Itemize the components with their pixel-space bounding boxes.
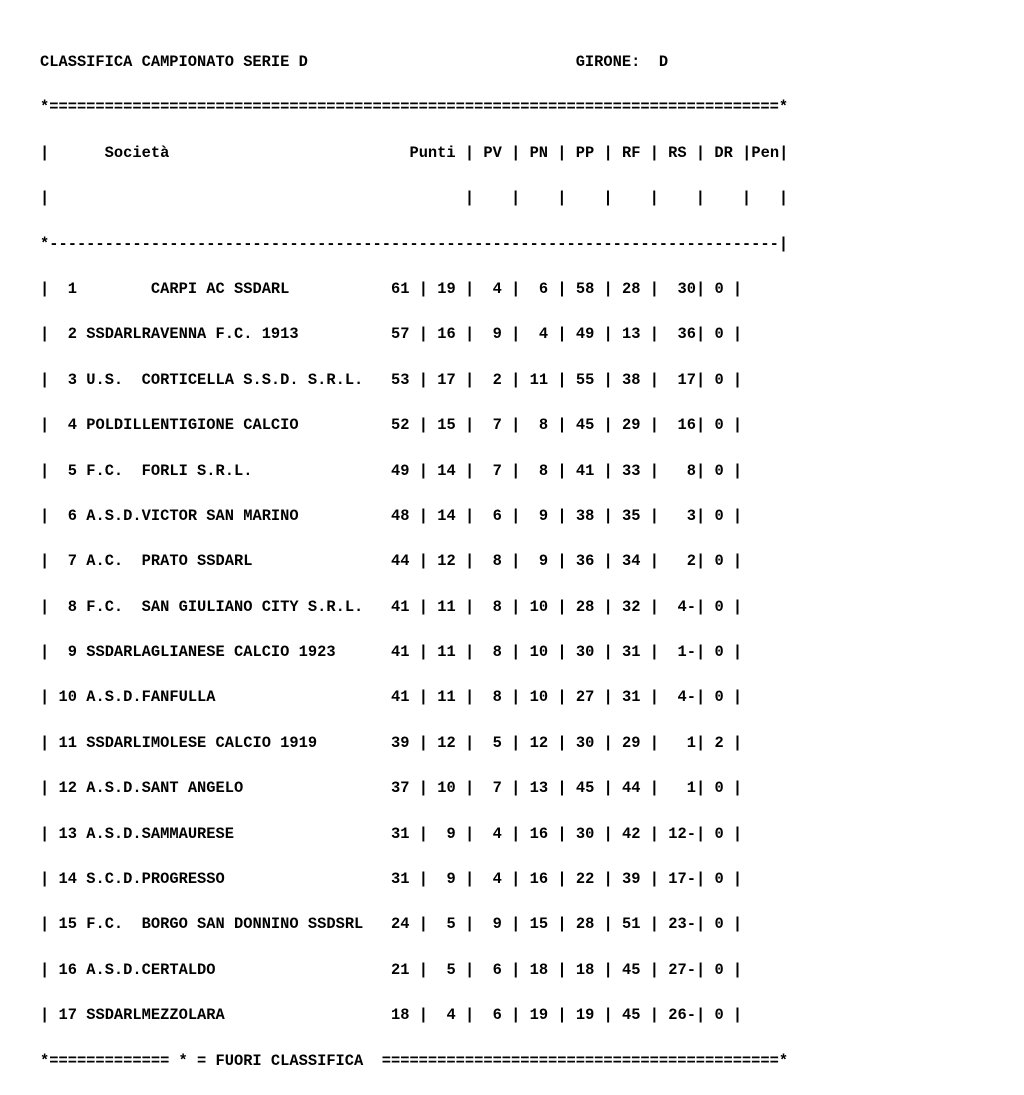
- group-value: D: [658, 53, 669, 71]
- row-pv: 15: [437, 416, 456, 435]
- row-pn: 5: [483, 733, 502, 752]
- row-punti: 24: [381, 915, 410, 934]
- table-row: | 2 SSDARLRAVENNA F.C. 1913 57 | 16 | 9 | 4 | 49 | 13 | 36| 0 |: [40, 325, 743, 344]
- row-position: 6: [58, 506, 77, 525]
- row-team: F.C. SAN GIULIANO CITY S.R.L.: [86, 597, 364, 616]
- row-pn: 2: [483, 370, 502, 389]
- row-punti: 53: [381, 370, 410, 389]
- header-societa: Società: [104, 143, 170, 162]
- row-pen: 0: [714, 325, 724, 344]
- row-team: POLDILLENTIGIONE CALCIO: [86, 416, 364, 435]
- row-rf: 28: [575, 597, 595, 616]
- group-label: GIRONE:: [575, 53, 641, 71]
- table-row: | 16 A.S.D.CERTALDO 21 | 5 | 6 | 18 | 18 | 45 | 27-| 0 |: [40, 960, 743, 979]
- row-pn: 8: [483, 688, 502, 707]
- row-dr: 26-: [668, 1006, 696, 1025]
- row-punti: 52: [381, 416, 410, 435]
- row-pen: 0: [714, 552, 724, 571]
- row-rs: 38: [622, 370, 641, 389]
- row-team: F.C. FORLI S.R.L.: [86, 461, 364, 480]
- row-pv: 5: [437, 960, 456, 979]
- row-dr: 1: [668, 733, 696, 752]
- row-pp: 18: [529, 960, 549, 979]
- row-pen: 0: [714, 779, 724, 798]
- row-pv: 9: [437, 870, 456, 889]
- row-team: CARPI AC SSDARL: [86, 279, 364, 298]
- row-team: SSDARLIMOLESE CALCIO 1919: [86, 733, 364, 752]
- row-dr: 3: [668, 506, 696, 525]
- row-position: 1: [58, 279, 77, 298]
- row-position: 15: [58, 915, 77, 934]
- row-position: 8: [58, 597, 77, 616]
- row-punti: 41: [381, 688, 410, 707]
- row-pen: 0: [714, 597, 724, 616]
- row-dr: 30: [668, 279, 696, 298]
- header-pen: Pen: [751, 143, 780, 162]
- row-pn: 4: [483, 824, 502, 843]
- row-team: A.C. PRATO SSDARL: [86, 552, 364, 571]
- row-pen: 0: [714, 870, 724, 889]
- row-pp: 16: [529, 870, 549, 889]
- row-team: SSDARLMEZZOLARA: [86, 1006, 364, 1025]
- row-pn: 8: [483, 643, 502, 662]
- row-punti: 39: [381, 733, 410, 752]
- table-row: | 10 A.S.D.FANFULLA 41 | 11 | 8 | 10 | 27 | 31 | 4-| 0 |: [40, 688, 743, 707]
- row-pen: 0: [714, 1006, 724, 1025]
- standings-report: [40, 51, 788, 1095]
- row-position: 10: [58, 688, 77, 707]
- row-rf: 45: [575, 779, 595, 798]
- row-rs: 44: [622, 779, 641, 798]
- table-row: | 13 A.S.D.SAMMAURESE 31 | 9 | 4 | 16 | 30 | 42 | 12-| 0 |: [40, 824, 743, 843]
- row-rs: 45: [622, 960, 641, 979]
- row-pen: 0: [714, 915, 724, 934]
- row-pp: 9: [529, 506, 549, 525]
- row-rs: 31: [622, 643, 641, 662]
- row-rs: 29: [622, 733, 641, 752]
- row-pv: 4: [437, 1006, 456, 1025]
- header-pp: PP: [575, 143, 595, 162]
- row-rf: 19: [575, 1006, 595, 1025]
- row-punti: 21: [381, 960, 410, 979]
- row-rf: 41: [575, 461, 595, 480]
- table-row: | 9 SSDARLAGLIANESE CALCIO 1923 41 | 11 | 8 | 10 | 30 | 31 | 1-| 0 |: [40, 643, 743, 662]
- row-pen: 0: [714, 688, 724, 707]
- row-punti: 61: [381, 279, 410, 298]
- row-rf: 22: [575, 870, 595, 889]
- row-pv: 14: [437, 461, 456, 480]
- row-position: 2: [58, 325, 77, 344]
- table-row: | 7 A.C. PRATO SSDARL 44 | 12 | 8 | 9 | 36 | 34 | 2| 0 |: [40, 552, 743, 571]
- row-rs: 32: [622, 597, 641, 616]
- row-pv: 16: [437, 325, 456, 344]
- row-dr: 17-: [668, 870, 696, 889]
- row-punti: 41: [381, 597, 410, 616]
- row-pv: 12: [437, 733, 456, 752]
- table-row: | 8 F.C. SAN GIULIANO CITY S.R.L. 41 | 11 | 8 | 10 | 28 | 32 | 4-| 0 |: [40, 597, 743, 616]
- row-dr: 1: [668, 779, 696, 798]
- row-pen: 2: [714, 733, 724, 752]
- header-rs: RS: [668, 143, 687, 162]
- row-dr: 23-: [668, 915, 696, 934]
- row-rf: 30: [575, 643, 595, 662]
- report-title: CLASSIFICA CAMPIONATO SERIE D: [40, 53, 308, 71]
- row-pen: 0: [714, 643, 724, 662]
- header-spacer: | | | | | | | | |: [40, 189, 789, 208]
- row-dr: 36: [668, 325, 696, 344]
- row-position: 9: [58, 643, 77, 662]
- row-pv: 14: [437, 506, 456, 525]
- row-pen: 0: [714, 824, 724, 843]
- row-team: A.S.D.CERTALDO: [86, 960, 364, 979]
- header-dr: DR: [714, 143, 733, 162]
- header-punti: Punti: [409, 143, 456, 162]
- table-header: | Società Punti | PV | PN | PP | RF | RS | DR |Pen|: [40, 143, 789, 162]
- row-dr: 12-: [668, 824, 696, 843]
- row-pn: 7: [483, 416, 502, 435]
- row-rf: 30: [575, 824, 595, 843]
- row-rf: 30: [575, 733, 595, 752]
- header-rf: RF: [621, 143, 641, 162]
- row-rf: 58: [575, 279, 595, 298]
- row-rf: 27: [575, 688, 595, 707]
- row-rf: 36: [575, 552, 595, 571]
- row-punti: 37: [381, 779, 410, 798]
- table-row: | 3 U.S. CORTICELLA S.S.D. S.R.L. 53 | 17 | 2 | 11 | 55 | 38 | 17| 0 |: [40, 370, 743, 389]
- row-pp: 15: [529, 915, 549, 934]
- row-dr: 4-: [668, 597, 696, 616]
- row-team: A.S.D.VICTOR SAN MARINO: [86, 506, 364, 525]
- row-rf: 45: [575, 416, 595, 435]
- row-pv: 17: [437, 370, 456, 389]
- top-border: *===============================================================================*: [40, 98, 789, 117]
- row-pn: 7: [483, 461, 502, 480]
- row-rs: 31: [622, 688, 641, 707]
- row-dr: 27-: [668, 960, 696, 979]
- row-position: 13: [58, 824, 77, 843]
- row-pen: 0: [714, 416, 724, 435]
- row-pp: 6: [529, 279, 549, 298]
- row-rf: 18: [575, 960, 595, 979]
- row-team: A.S.D.FANFULLA: [86, 688, 364, 707]
- row-position: 4: [58, 416, 77, 435]
- row-pn: 6: [483, 960, 502, 979]
- row-team: A.S.D.SAMMAURESE: [86, 824, 364, 843]
- row-rs: 33: [622, 461, 641, 480]
- header-pv: PV: [483, 143, 502, 162]
- table-row: | 17 SSDARLMEZZOLARA 18 | 4 | 6 | 19 | 19 | 45 | 26-| 0 |: [40, 1006, 743, 1025]
- row-pv: 11: [437, 597, 456, 616]
- row-pv: 10: [437, 779, 456, 798]
- table-row: | 12 A.S.D.SANT ANGELO 37 | 10 | 7 | 13 | 45 | 44 | 1| 0 |: [40, 779, 743, 798]
- row-punti: 41: [381, 643, 410, 662]
- row-position: 3: [58, 370, 77, 389]
- row-dr: 16: [668, 416, 696, 435]
- row-dr: 2: [668, 552, 696, 571]
- row-team: U.S. CORTICELLA S.S.D. S.R.L.: [86, 370, 364, 389]
- row-pn: 7: [483, 779, 502, 798]
- table-row: | 15 F.C. BORGO SAN DONNINO SSDSRL 24 | 5 | 9 | 15 | 28 | 51 | 23-| 0 |: [40, 915, 743, 934]
- row-punti: 31: [381, 824, 410, 843]
- title-line: [40, 51, 788, 74]
- row-pp: 4: [529, 325, 549, 344]
- row-position: 5: [58, 461, 77, 480]
- row-pn: 4: [483, 870, 502, 889]
- row-team: SSDARLAGLIANESE CALCIO 1923: [86, 643, 364, 662]
- row-rf: 28: [575, 915, 595, 934]
- row-team: F.C. BORGO SAN DONNINO SSDSRL: [86, 915, 364, 934]
- row-pn: 9: [483, 325, 502, 344]
- row-pn: 9: [483, 915, 502, 934]
- row-position: 16: [58, 960, 77, 979]
- row-pp: 8: [529, 461, 549, 480]
- row-team: A.S.D.SANT ANGELO: [86, 779, 364, 798]
- row-rs: 13: [622, 325, 641, 344]
- row-pp: 8: [529, 416, 549, 435]
- row-pv: 19: [437, 279, 456, 298]
- row-pen: 0: [714, 960, 724, 979]
- table-row: | 1 CARPI AC SSDARL 61 | 19 | 4 | 6 | 58 | 28 | 30| 0 |: [40, 279, 743, 298]
- row-punti: 31: [381, 870, 410, 889]
- row-pp: 10: [529, 688, 549, 707]
- row-rs: 35: [622, 506, 641, 525]
- row-rs: 39: [622, 870, 641, 889]
- row-pn: 8: [483, 552, 502, 571]
- table-row: | 6 A.S.D.VICTOR SAN MARINO 48 | 14 | 6 | 9 | 38 | 35 | 3| 0 |: [40, 506, 743, 525]
- row-position: 17: [58, 1006, 77, 1025]
- row-pn: 4: [483, 279, 502, 298]
- row-dr: 4-: [668, 688, 696, 707]
- row-position: 14: [58, 870, 77, 889]
- row-pn: 6: [483, 1006, 502, 1025]
- row-pp: 13: [529, 779, 549, 798]
- row-pv: 5: [437, 915, 456, 934]
- row-pp: 10: [529, 597, 549, 616]
- row-position: 11: [58, 733, 77, 752]
- row-dr: 17: [668, 370, 696, 389]
- row-pp: 12: [529, 733, 549, 752]
- table-row: | 5 F.C. FORLI S.R.L. 49 | 14 | 7 | 8 | 41 | 33 | 8| 0 |: [40, 461, 743, 480]
- row-pp: 16: [529, 824, 549, 843]
- row-rs: 42: [622, 824, 641, 843]
- row-rf: 55: [575, 370, 595, 389]
- header-pn: PN: [529, 143, 549, 162]
- footer-border: *============= * = FUORI CLASSIFICA ===========================================*: [40, 1051, 789, 1070]
- table-row: | 4 POLDILLENTIGIONE CALCIO 52 | 15 | 7 | 8 | 45 | 29 | 16| 0 |: [40, 416, 743, 435]
- row-punti: 57: [381, 325, 410, 344]
- footer-note: * = FUORI CLASSIFICA: [178, 1051, 364, 1070]
- row-pn: 6: [483, 506, 502, 525]
- row-team: SSDARLRAVENNA F.C. 1913: [86, 325, 364, 344]
- row-pen: 0: [714, 461, 724, 480]
- row-rs: 45: [622, 1006, 641, 1025]
- row-pp: 11: [529, 370, 549, 389]
- table-row: | 11 SSDARLIMOLESE CALCIO 1919 39 | 12 | 5 | 12 | 30 | 29 | 1| 2 |: [40, 733, 743, 752]
- row-position: 7: [58, 552, 77, 571]
- table-row: | 14 S.C.D.PROGRESSO 31 | 9 | 4 | 16 | 22 | 39 | 17-| 0 |: [40, 870, 743, 889]
- row-pen: 0: [714, 506, 724, 525]
- row-team: S.C.D.PROGRESSO: [86, 870, 364, 889]
- row-punti: 18: [381, 1006, 410, 1025]
- row-punti: 44: [381, 552, 410, 571]
- row-pen: 0: [714, 279, 724, 298]
- row-pp: 9: [529, 552, 549, 571]
- row-pn: 8: [483, 597, 502, 616]
- row-pv: 11: [437, 688, 456, 707]
- row-dr: 8: [668, 461, 696, 480]
- row-position: 12: [58, 779, 77, 798]
- row-rs: 29: [622, 416, 641, 435]
- row-pp: 10: [529, 643, 549, 662]
- row-pv: 12: [437, 552, 456, 571]
- row-rs: 51: [622, 915, 641, 934]
- row-rs: 34: [622, 552, 641, 571]
- row-pv: 9: [437, 824, 456, 843]
- row-pv: 11: [437, 643, 456, 662]
- row-punti: 48: [381, 506, 410, 525]
- row-rs: 28: [622, 279, 641, 298]
- row-punti: 49: [381, 461, 410, 480]
- row-pen: 0: [714, 370, 724, 389]
- header-divider: *-------------------------------------------------------------------------------|: [40, 234, 789, 253]
- row-rf: 49: [575, 325, 595, 344]
- row-pp: 19: [529, 1006, 549, 1025]
- row-dr: 1-: [668, 643, 696, 662]
- row-rf: 38: [575, 506, 595, 525]
